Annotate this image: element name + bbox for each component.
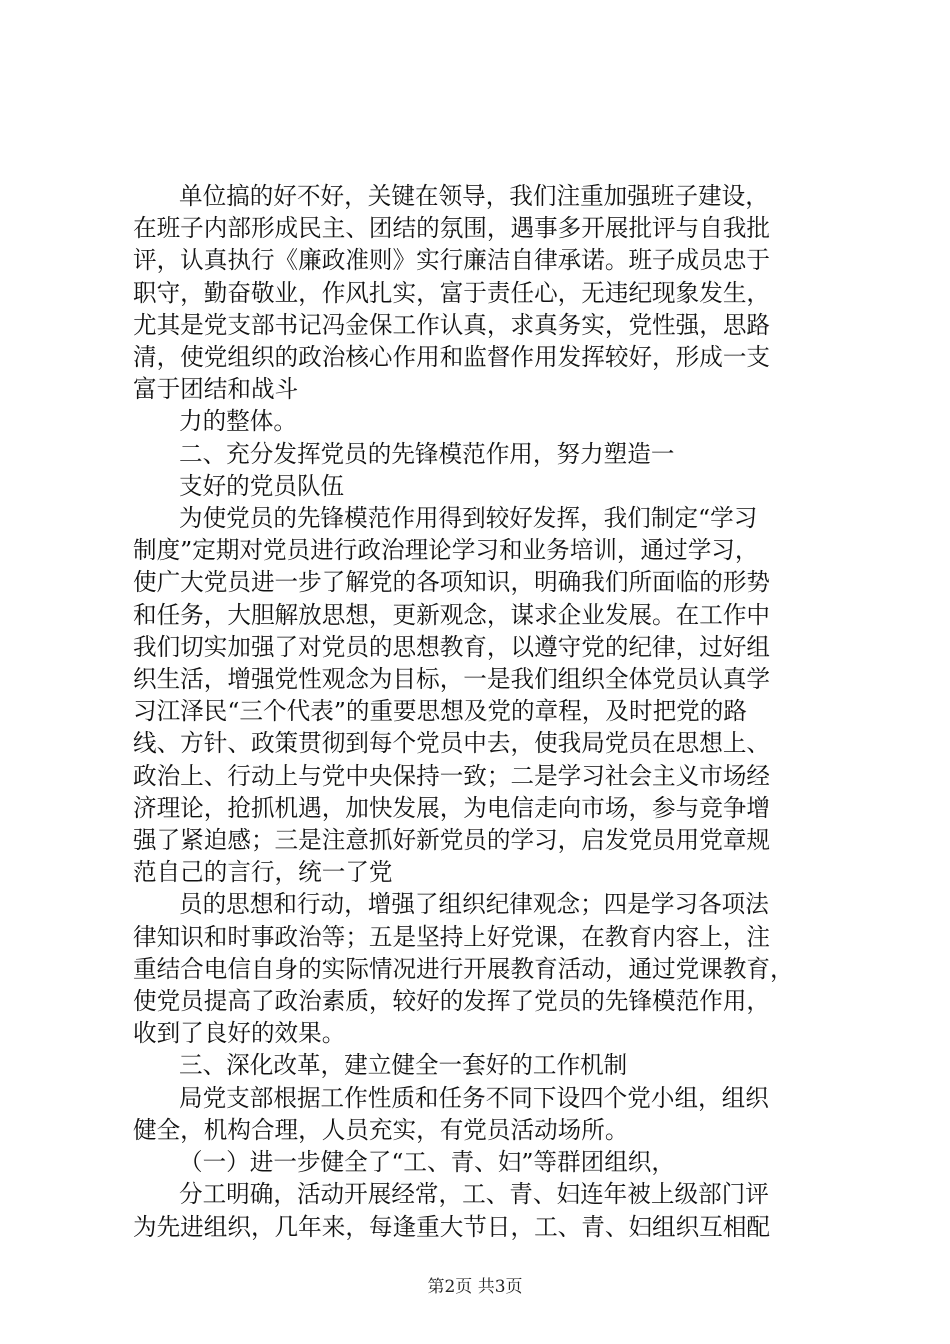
text-line: 三、深化改革，建立健全一套好的工作机制 <box>179 1051 628 1080</box>
text-line: 支好的党员队伍 <box>179 471 345 500</box>
text-line: 和任务，大胆解放思想，更新观念，谋求企业发展。在工作中 <box>133 600 771 629</box>
text-line: 在班子内部形成民主、团结的氛围，遇事多开展批评与自我批 <box>133 214 771 243</box>
text-line: 评，认真执行《廉政准则》实行廉洁自律承诺。班子成员忠于 <box>133 246 771 275</box>
text-line: 范自己的言行，统一了党 <box>133 858 393 887</box>
text-line: 局党支部根据工作性质和任务不同下设四个党小组，组织 <box>179 1083 769 1112</box>
document-body <box>133 180 838 1243</box>
text-line: 职守，勤奋敬业，作风扎实，富于责任心，无违纪现象发生， <box>133 278 771 307</box>
text-line: 单位搞的好不好，关键在领导，我们注重加强班子建设， <box>179 182 769 210</box>
text-line: 强了紧迫感；三是注意抓好新党员的学习，启发党员用党章规 <box>133 826 771 855</box>
text-line: 为先进组织，几年来，每逢重大节日，工、青、妇组织互相配 <box>133 1212 771 1241</box>
page-footer: 第2页 共3页 <box>427 1277 523 1297</box>
text-line: 二、充分发挥党员的先锋模范作用，努力塑造一 <box>179 439 675 468</box>
text-line: 尤其是党支部书记冯金保工作认真，求真务实，党性强，思路 <box>133 310 771 339</box>
text-line: 为使党员的先锋模范作用得到较好发挥，我们制定“学习 <box>179 504 758 533</box>
text-line: 力的整体。 <box>179 407 297 436</box>
text-line: 使广大党员进一步了解党的各项知识，明确我们所面临的形势 <box>133 568 771 597</box>
text-line: （一）进一步健全了“工、青、妇”等群团组织， <box>179 1148 675 1177</box>
text-line: 线、方针、政策贯彻到每个党员中去，使我局党员在思想上、 <box>133 729 771 758</box>
text-line: 政治上、行动上与党中央保持一致；二是学习社会主义市场经 <box>133 761 771 790</box>
text-line: 律知识和时事政治等；五是坚持上好党课，在教育内容上，注 <box>133 922 771 951</box>
text-line: 分工明确，活动开展经常，工、青、妇连年被上级部门评 <box>179 1180 769 1209</box>
text-line: 使党员提高了政治素质，较好的发挥了党员的先锋模范作用， <box>133 987 771 1016</box>
text-line: 健全，机构合理，人员充实，有党员活动场所。 <box>133 1115 629 1144</box>
text-line: 收到了良好的效果。 <box>133 1019 346 1048</box>
text-line: 重结合电信自身的实际情况进行开展教育活动，通过党课教育， <box>133 954 794 983</box>
text-line: 济理论，抢抓机遇，加快发展，为电信走向市场，参与竞争增 <box>133 793 771 822</box>
text-line: 我们切实加强了对党员的思想教育，以遵守党的纪律，过好组 <box>133 632 771 661</box>
text-line: 织生活，增强党性观念为目标，一是我们组织全体党员认真学 <box>133 665 771 694</box>
text-line: 清，使党组织的政治核心作用和监督作用发挥较好，形成一支 <box>133 343 771 372</box>
text-line: 制度”定期对党员进行政治理论学习和业务培训，通过学习， <box>133 536 759 565</box>
text-line: 富于团结和战斗 <box>133 375 299 404</box>
text-line: 员的思想和行动，增强了组织纪律观念；四是学习各项法 <box>179 890 769 919</box>
text-line: 习江泽民“三个代表”的重要思想及党的章程，及时把党的路 <box>133 697 747 726</box>
